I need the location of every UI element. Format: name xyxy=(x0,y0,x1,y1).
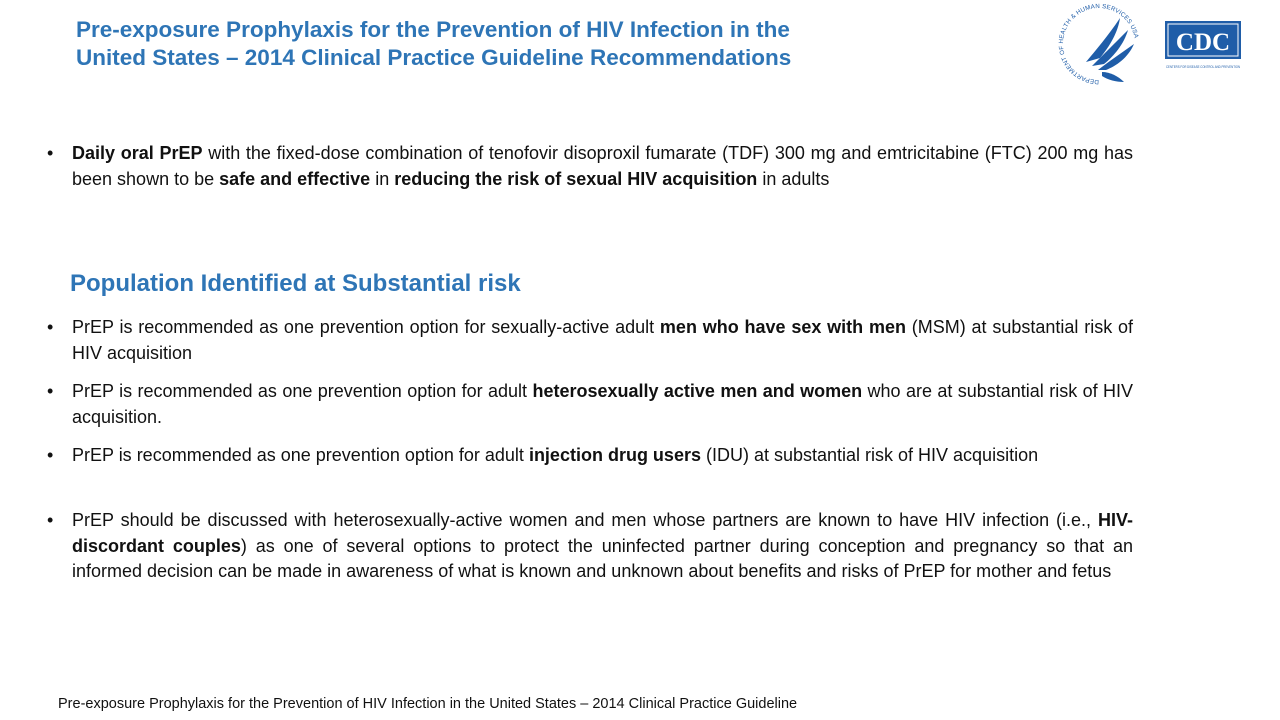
cdc-logo-tagline: CENTERS FOR DISEASE CONTROL AND PREVENTION xyxy=(1166,65,1241,69)
bold-phrase: heterosexually active men and women xyxy=(532,381,863,401)
bullet-text: in xyxy=(370,168,395,189)
bold-phrase: reducing the risk of sexual HIV acquisition xyxy=(394,168,758,189)
bullet-text: PrEP is recommended as one prevention option for adult xyxy=(72,445,529,465)
bullet-heterosexual xyxy=(72,379,1133,430)
bold-phrase: men who have sex with men xyxy=(659,317,906,337)
bold-phrase: HIV-discordant couples xyxy=(72,510,1133,556)
bullet-idu xyxy=(72,443,1133,469)
bold-phrase: Daily oral PrEP xyxy=(72,143,203,163)
bullet-text: PrEP should be discussed with heterosexually-active women and men whose partners are known to have HIV infection (i.e., xyxy=(72,510,1098,530)
bullet-text: with the fixed-dose combination of tenofovir disoproxil fumarate (TDF) 300 mg and emtricitabine (FTC) 200 mg has been shown to be xyxy=(72,143,1133,189)
slide-title-line-2: United States – 2014 Clinical Practice Guideline Recommendations xyxy=(76,45,792,70)
section-subheading: Population Identified at Substantial risk xyxy=(70,270,521,297)
bold-phrase: safe and effective xyxy=(219,168,371,189)
cdc-logo-icon xyxy=(1164,20,1242,78)
slide-footer: Pre-exposure Prophylaxis for the Prevention of HIV Infection in the United States – 2014 Clinical Practice Guideline xyxy=(58,696,798,712)
slide-title xyxy=(76,16,976,72)
bullet-text: (MSM) at substantial risk of HIV acquisition xyxy=(72,317,1133,363)
svg-text:DEPARTMENT OF HEALTH & HUMAN S xyxy=(1058,3,1140,85)
bullet-text: PrEP is recommended as one prevention option for adult xyxy=(72,381,533,401)
bold-phrase: injection drug users xyxy=(528,445,701,465)
bullet-text: (IDU) at substantial risk of HIV acquisition xyxy=(700,445,1039,465)
hhs-eagle-seal-icon xyxy=(1056,2,1146,88)
bullet-text: PrEP is recommended as one prevention option for sexually-active adult xyxy=(72,317,660,337)
bullet-text: in adults xyxy=(757,168,830,189)
cdc-logo-text: CDC xyxy=(1175,29,1231,56)
intro-bullet xyxy=(72,141,1133,192)
bullet-msm xyxy=(72,315,1133,366)
slide-title-line-1: Pre-exposure Prophylaxis for the Prevention of HIV Infection in the xyxy=(76,17,790,42)
bullet-text: who are at substantial risk of HIV acquisition. xyxy=(72,381,1133,427)
bullet-text: ) as one of several options to protect the uninfected partner during conception and pregnancy so that an informed decision can be made in awareness of what is known and unknown about benefits and risks of PrEP for mother and fetus xyxy=(72,535,1133,581)
hhs-seal-text: DEPARTMENT OF HEALTH & HUMAN SERVICES USA xyxy=(1057,2,1140,86)
bullet-discordant-couples xyxy=(72,508,1133,585)
